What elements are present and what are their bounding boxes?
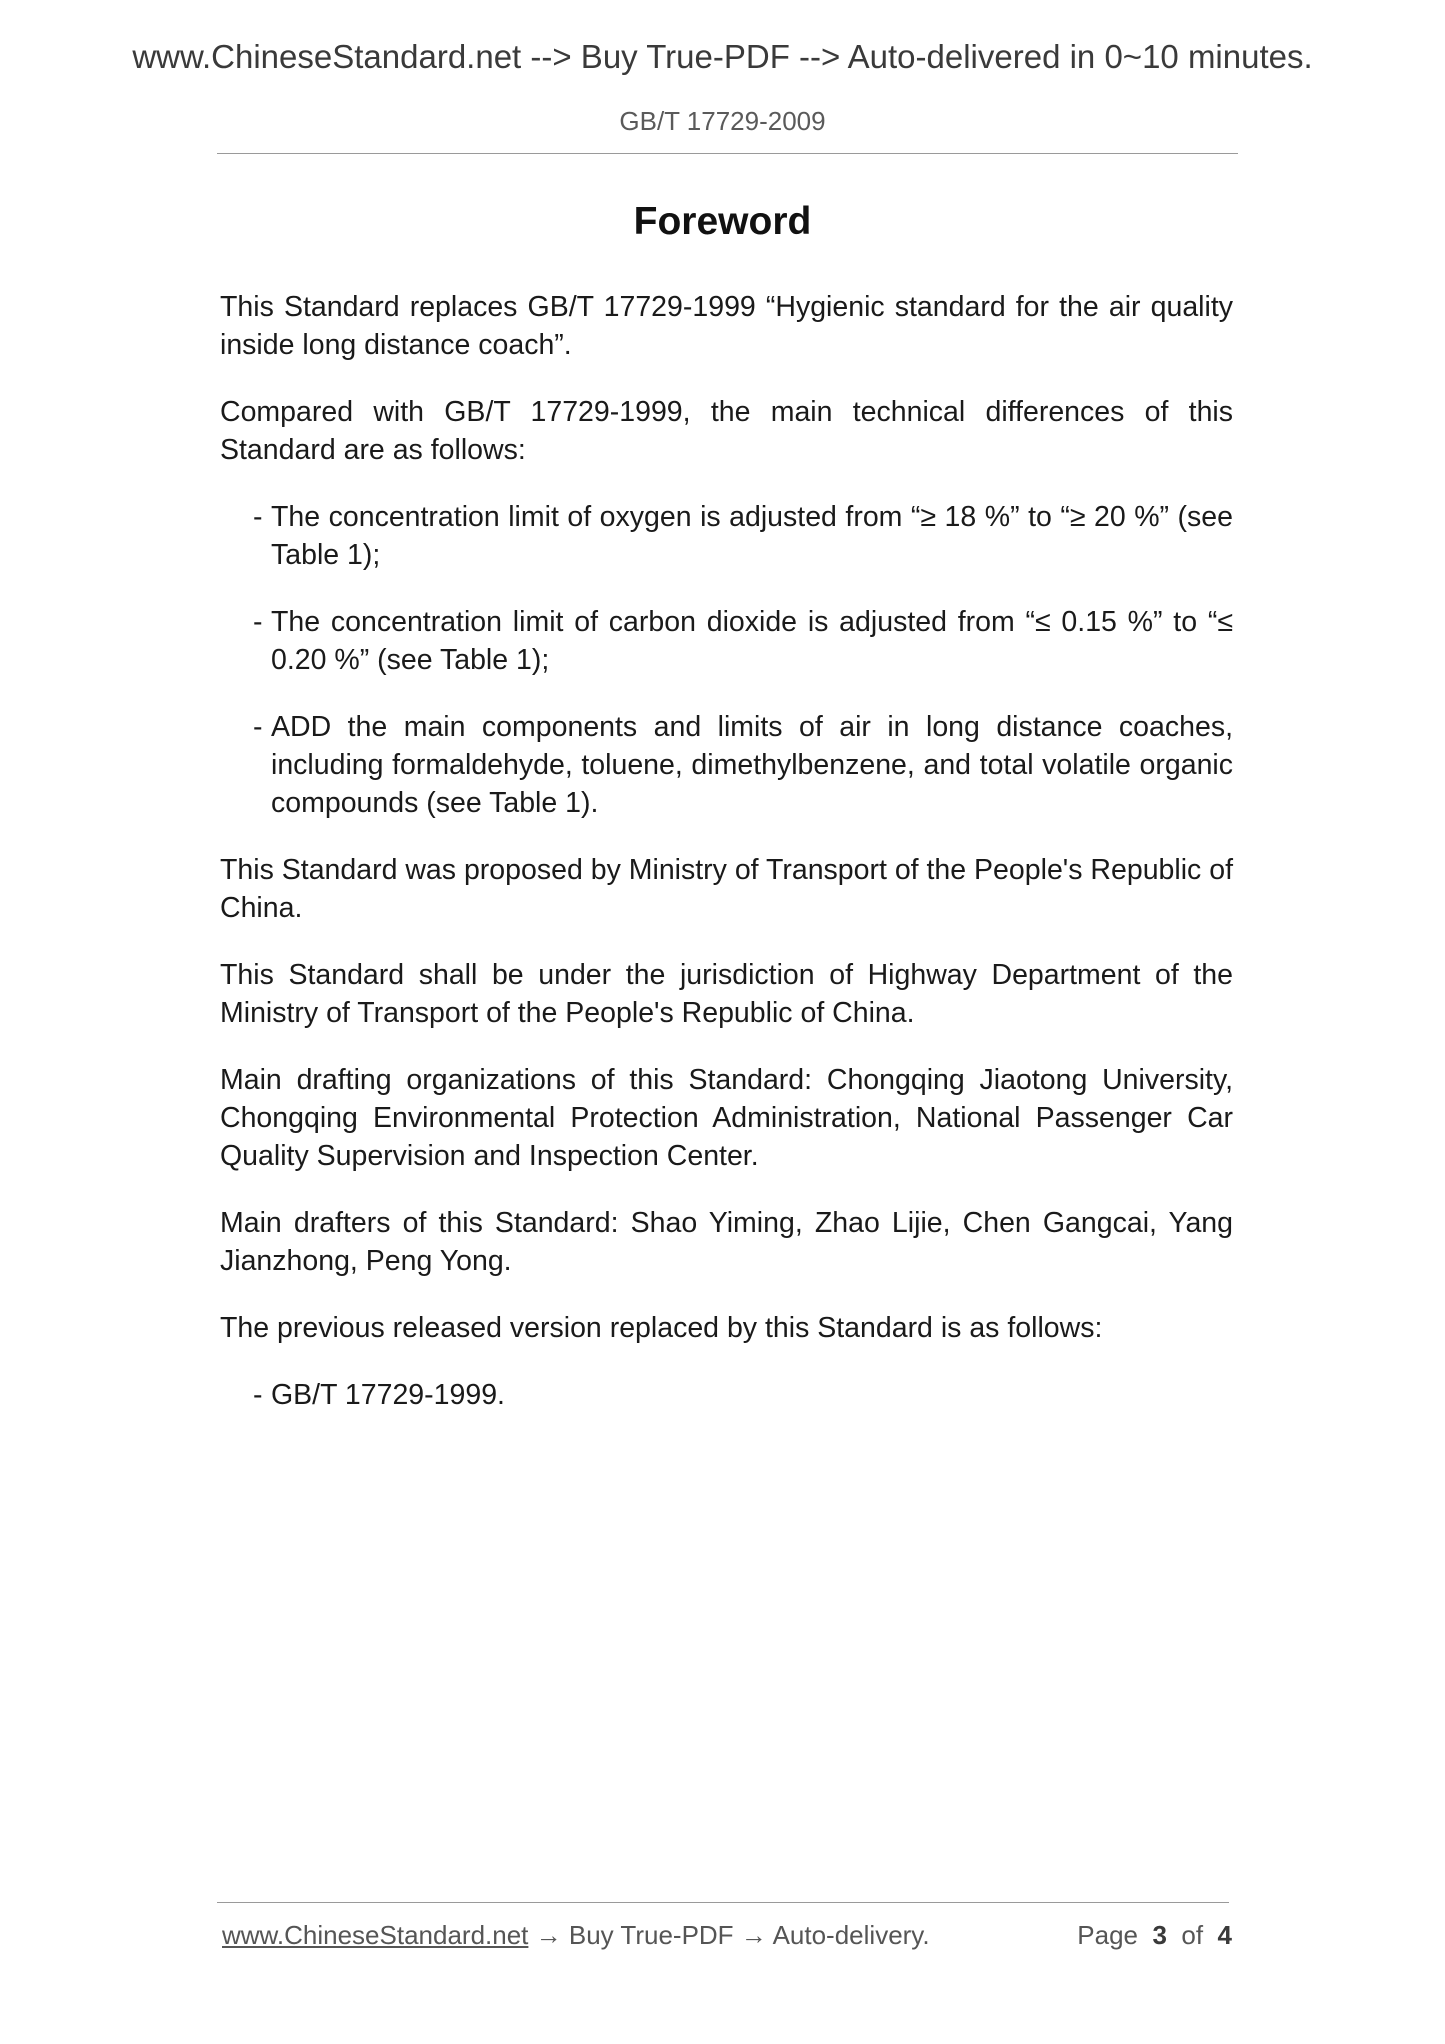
page-of: of (1181, 1920, 1204, 1950)
footer-site-link[interactable]: www.ChineseStandard.net (222, 1920, 529, 1950)
list-item (220, 498, 1233, 574)
paragraph-jurisdiction: This Standard shall be under the jurisdiction of Highway Department of the Ministry of Transport of the People's Republic of China. (220, 959, 1233, 1029)
footer-left (222, 1920, 930, 1950)
page-footer (222, 1920, 1232, 1951)
list-dash: - (253, 606, 263, 638)
list-dash: - (253, 711, 263, 743)
page-title: Foreword (633, 200, 812, 243)
list-item (220, 1376, 1233, 1414)
page-label: Page (1077, 1920, 1139, 1950)
paragraph-drafters: Main drafters of this Standard: Shao Yiming, Zhao Lijie, Chen Gangcai, Yang Jianzhong, Peng Yong. (220, 1207, 1233, 1277)
foreword-body (220, 288, 1233, 1443)
difference-oxygen: The concentration limit of oxygen is adjusted from “≥ 18 %” to “≥ 20 %” (see Table 1); (271, 501, 1233, 571)
list-dash: - (253, 1379, 263, 1411)
list-dash: - (253, 501, 263, 533)
document-code: GB/T 17729-2009 (619, 106, 826, 136)
header-divider (217, 153, 1238, 154)
paragraph-proposed-by: This Standard was proposed by Ministry of Transport of the People's Republic of China. (220, 854, 1233, 924)
page-total: 4 (1217, 1920, 1232, 1950)
difference-carbon-dioxide: The concentration limit of carbon dioxide is adjusted from “≤ 0.15 %” to “≤ 0.20 %” (see Table 1); (271, 606, 1233, 676)
paragraph-drafting-organizations: Main drafting organizations of this Standard: Chongqing Jiaotong University, Chongqing Environmental Protection Administration, National Passenger Car Quality Supervision and Inspection Center. (220, 1064, 1233, 1172)
list-item (220, 708, 1233, 822)
paragraph-compared: Compared with GB/T 17729-1999, the main technical differences of this Standard are as follows: (220, 396, 1233, 466)
page-number (1077, 1920, 1232, 1951)
previous-version-item: GB/T 17729-1999. (271, 1379, 505, 1411)
paragraph-replaces: This Standard replaces GB/T 17729-1999 “Hygienic standard for the air quality inside long distance coach”. (220, 291, 1233, 361)
paragraph-previous-version: The previous released version replaced by this Standard is as follows: (220, 1312, 1103, 1344)
page-current: 3 (1152, 1920, 1167, 1950)
difference-added-components: ADD the main components and limits of air in long distance coaches, including formaldehyde, toluene, dimethylbenzene, and total volatile organic compounds (see Table 1). (271, 711, 1233, 819)
footer-divider (217, 1902, 1229, 1903)
list-item (220, 603, 1233, 679)
top-banner: www.ChineseStandard.net --> Buy True-PDF --> Auto-delivered in 0~10 minutes. (132, 38, 1313, 75)
footer-tagline: → Buy True-PDF → Auto-delivery. (528, 1920, 930, 1950)
